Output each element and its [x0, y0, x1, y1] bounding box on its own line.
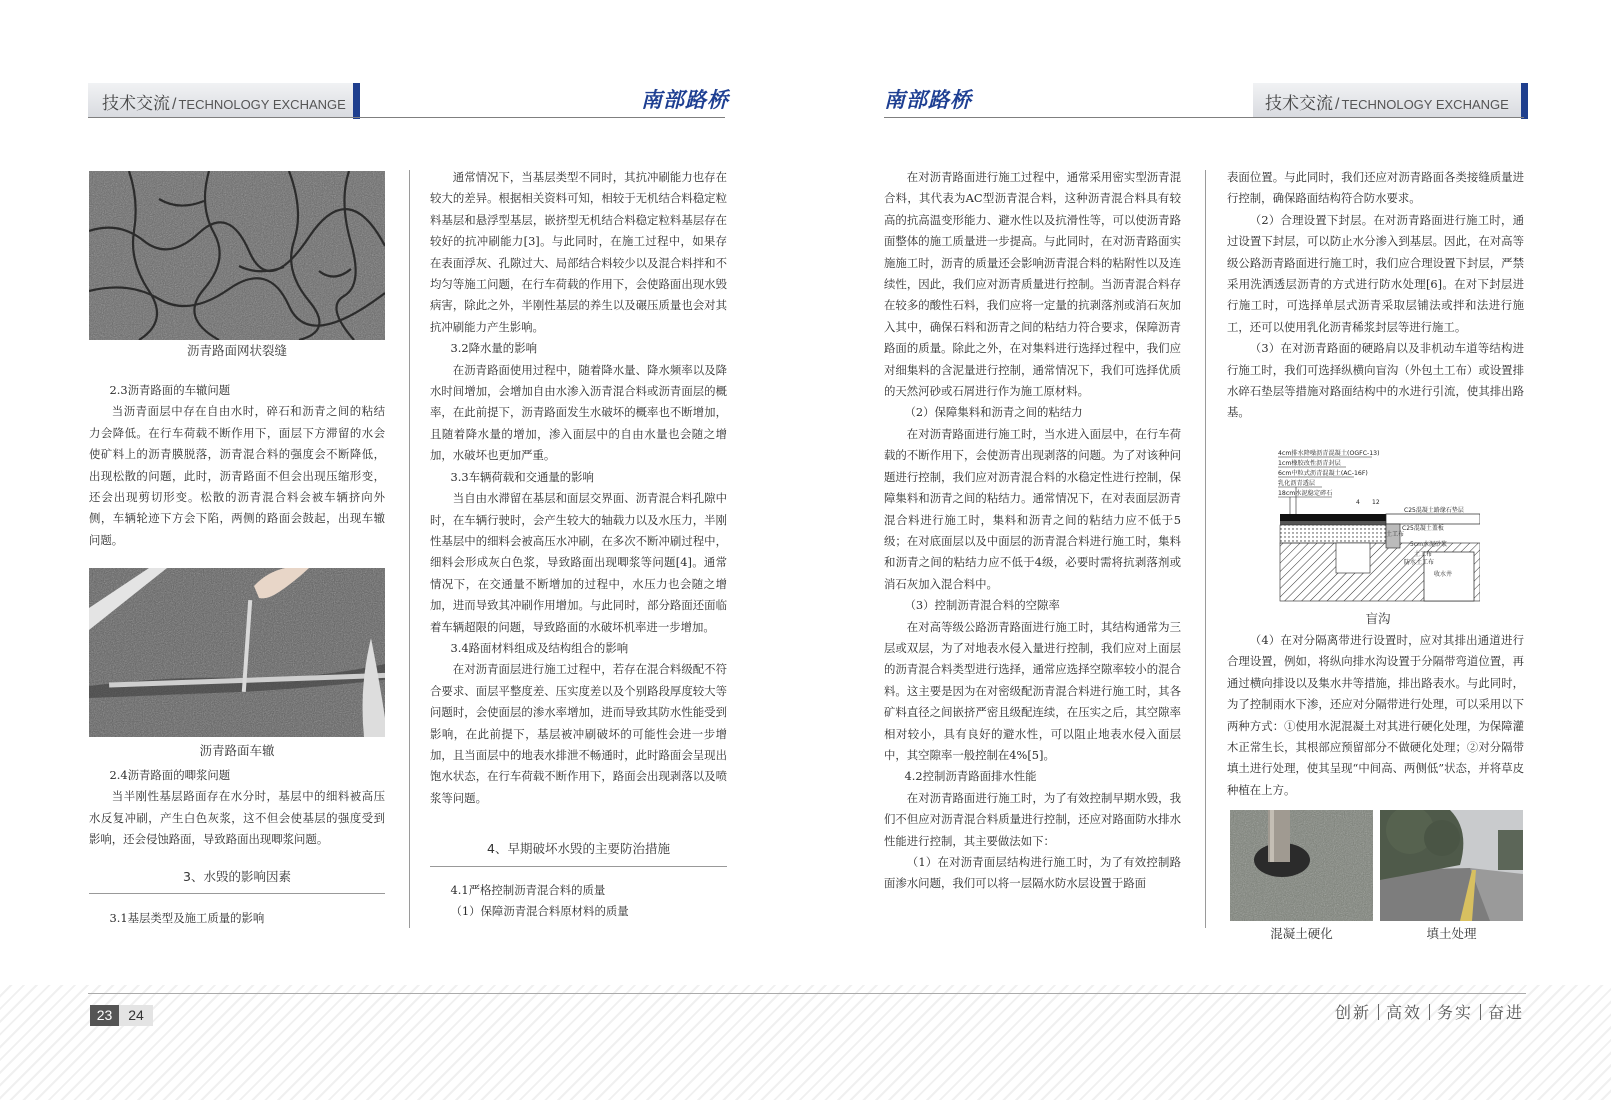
subheading-4-1-1: （1）保障沥青混合料原材料的质量 [450, 904, 629, 919]
footer-rule [88, 993, 1526, 994]
paragraph-rutting: 当沥青面层中存在自由水时，碎石和沥青之间的粘结力会降低。在行车荷载不断作用下，面层下方滞留的水会使矿料上的沥青膜脱落，沥青混合料的强度会不断降低，出现松散的问题，此时，沥青路面不但会出现压缩形变，还会出现剪切形变。松散的沥青混合料会被车辆挤向外侧，车辆轮迹下方会下陷，两侧的路面会鼓起，出现车辙问题。 [89, 404, 385, 547]
page-number-left: 23 [90, 1005, 119, 1026]
subheading-3-2: 3.2降水量的影响 [450, 341, 537, 356]
section-title-en: TECHNOLOGY EXCHANGE [1341, 97, 1509, 112]
section-title-separator: / [1335, 96, 1340, 113]
text-block-4-1 [430, 880, 727, 923]
diagram-label: 防水土工布 [1404, 559, 1435, 566]
paragraph-adhesion: 在对沥青路面进行施工时，当水进入面层中，在行车荷载的不断作用下，会使沥青出现剥落的问题。为了对该种问题进行控制，我们应对沥青混合料的水稳定性进行控制，保障集料和沥青之间的粘结力。通常情况下，在对表面层沥青混合料进行施工时，集料和沥青之间的粘结力应不低于5级；在对底面层以及中面层的沥青混合料进行施工时，集料和沥青之间的粘结力应不低于4级，必要时需将抗剥落剂或消石灰加入混合料中。 [884, 426, 1181, 591]
diagram-label: 土工布 [1414, 551, 1433, 558]
slogan-word: 务实 [1437, 1003, 1474, 1022]
paragraph-3-3: 当自由水滞留在基层和面层交界面、沥青混合料孔隙中时，在车辆行驶时，会产生较大的轴载力以及水压力，半刚性基层中的细料会被高压水冲刷，在多次不断冲刷过程中，细料会形成灰白色浆，导致路面出现唧浆等问题[4]。通常情况下，在交通量不断增加的过程中，水压力也会随之增加，进而导致其冲刷作用增加。与此同时，部分路面还面临着车辆超限的问题，导致路面的水破坏机率进一步增加。 [430, 491, 727, 634]
diagram-blind-drain [1276, 448, 1480, 606]
paragraph-void-ratio: 在对高等级公路沥青路面进行施工时，其结构通常为三层或双层，为了对地表水侵入量进行控制，我们应对上面层的沥青混合料类型进行选择，通常应选择空隙率较小的混合料。这主要是因为在对密级配沥青混合料进行施工时，其各矿料直径之间嵌挤严密且级配连续，在压实之后，其空隙率相对较小，具有良好的避水性，可以阻止地表水侵入面层中，其空隙率一般控制在4%[5]。 [884, 619, 1181, 762]
paragraph-seal-layer: （2）合理设置下封层。在对沥青路面进行施工时，通过设置下封层，可以防止水分渗入到基层。因此，在对高等级公路沥青路面进行施工时，我们应合理设置下封层，严禁采用洗洒透层沥青的方式进行防水处理[6]。在对下封层进行施工时，可选择单层式沥青采取层铺法或拌和法进行施工，还可以使用乳化沥青稀浆封层等进行施工。 [1227, 212, 1524, 334]
text-block-column-4 [1227, 167, 1524, 424]
text-block-column-3 [884, 167, 1181, 895]
diagram-number: 4 [1356, 499, 1360, 506]
subheading-3-4: 3.4路面材料组成及结构组合的影响 [450, 640, 629, 655]
section-title-separator: / [172, 96, 177, 113]
section-title-cn: 技术交流 [102, 94, 170, 114]
diagram-label: 土工布 [1386, 531, 1405, 538]
subheading-rutting: 2.3沥青路面的车辙问题 [109, 383, 231, 397]
photo-rut-measurement [89, 568, 385, 737]
paragraph-blind-drain: （3）在对沥青路面的硬路肩以及非机动车道等结构进行施工时，我们可选择纵横向盲沟（外包土工布）或设置排水碎石垫层等措施对路面结构中的水进行引流，使其排出路基。 [1227, 341, 1524, 420]
slogan-separator [1429, 1004, 1430, 1020]
caption-photo-soil: 填土处理 [1426, 926, 1477, 941]
slogan-separator [1378, 1004, 1379, 1020]
paragraph-pumping: 当半刚性基层路面存在水分时，基层中的细料被高压水反复冲刷，产生白色灰浆，这不但会使基层的强度受到影响，还会侵蚀路面，导致路面出现唧浆问题。 [89, 789, 385, 847]
paragraph-continued: 表面位置。与此同时，我们还应对沥青路面各类接缝质量进行控制，确保路面结构符合防水要求。 [1227, 170, 1524, 206]
photo-concrete-hardening [1230, 810, 1373, 921]
diagram-label: C25混凝土路缘石垫层 [1404, 507, 1464, 514]
subheading-void-ratio: （3）控制沥青混合料的空隙率 [904, 598, 1060, 613]
diagram-number: 12 [1372, 499, 1380, 506]
subheading-3-3: 3.3车辆荷载和交通量的影响 [450, 469, 594, 484]
section-heading-3: 3、水毁的影响因素 [183, 869, 291, 884]
caption-photo-cracks: 沥青路面网状裂缝 [186, 343, 287, 358]
diagram-label: C25混凝土盖板 [1402, 525, 1444, 532]
diagram-label: 4cm排水降噪沥青混凝土(OGFC-13) [1278, 450, 1380, 457]
column-divider [409, 170, 410, 928]
magazine-logo-right: 南部路桥 [884, 87, 972, 112]
subheading-4-2: 4.2控制沥青路面排水性能 [904, 769, 1037, 784]
diagram-label: 18cm水泥稳定碎石 [1278, 490, 1333, 497]
column-divider [1205, 170, 1206, 928]
diagram-label: 1cm橡胶改性沥青封层 [1278, 460, 1341, 467]
slogan-separator [1480, 1004, 1481, 1020]
diagram-label: 收水井 [1434, 571, 1453, 578]
paragraph-3-2: 在沥青路面使用过程中，随着降水量、降水频率以及降水时间增加，会增加自由水渗入沥青混合料或沥青面层的概率，在此前提下，沥青路面发生水破坏的概率也不断增加，且随着降水量的增加，渗入面层中的自由水量也会随之增加，水破坏也更加严重。 [430, 362, 727, 463]
header-rule-right [884, 117, 1524, 118]
diagram-label: 乳化沥青透层 [1278, 480, 1316, 487]
section-tab-left [88, 83, 360, 117]
slogan-word: 创新 [1335, 1003, 1372, 1022]
section-tab-right [1253, 83, 1524, 117]
footer-slogan [1335, 1000, 1524, 1023]
section-heading-4-rule [430, 866, 727, 867]
diagram-label: 5cm水泥砂浆 [1410, 541, 1447, 548]
paragraph-3-1: 通常情况下，当基层类型不同时，其抗冲刷能力也存在较大的差异。根据相关资料可知，相较于无机结合料稳定粒料基层和悬浮型基层，嵌挤型无机结合料稳定粒料基层存在较好的抗冲刷能力[3]。与此同时，在施工过程中，如果存在表面浮灰、孔隙过大、局部结合料较少以及混合料拌和不均匀等施工问题，在行车荷载的作用下，会使路面出现水毁病害，除此之外，半刚性基层的养生以及碾压质量也会对其抗冲刷能力产生影响。 [430, 170, 727, 334]
header-rule-left [88, 117, 725, 118]
paragraph-asphalt-quality: 在对沥青路面进行施工过程中，通常采用密实型沥青混合料，其代表为AC型沥青混合料，这种沥青混合料具有较高的抗高温变形能力、避水性以及抗滑性等，可以使沥青路面整体的施工质量进一步提高。与此同时，在对沥青路面实施施工时，沥青的质量还会影响沥青混合料的粘附性以及连续性，因此，我们应对沥青质量进行控制。当沥青混合料存在较多的酸性石料，我们应将一定量的抗剥落剂或消石灰加入其中，确保石料和沥青之间的粘结力符合要求，保障沥青路面的质量。除此之外，在对集料进行选择过程中，我们应对细集料的含泥量进行控制，通常情况下，我们可选择优质的天然河砂或石屑进行作为施工原材料。 [884, 170, 1181, 399]
text-block-median [1227, 630, 1524, 801]
slogan-word: 高效 [1386, 1003, 1423, 1022]
caption-photo-concrete: 混凝土硬化 [1270, 926, 1333, 941]
section-heading-4: 4、早期破坏水毁的主要防治措施 [487, 841, 670, 856]
slogan-word: 奋进 [1488, 1003, 1525, 1022]
subheading-adhesion: （2）保障集料和沥青之间的粘结力 [904, 405, 1083, 420]
subheading-pumping: 2.4沥青路面的唧浆问题 [109, 768, 231, 782]
section-title-cn: 技术交流 [1265, 94, 1333, 114]
text-block-pumping [89, 765, 385, 851]
caption-diagram-blind-drain: 盲沟 [1365, 611, 1391, 626]
tab-accent-bar [353, 83, 360, 119]
paragraph-4-2-1: （1）在对沥青面层结构进行施工时，为了有效控制路面渗水问题，我们可以将一层隔水防水层设置于路面 [884, 855, 1181, 891]
subheading-3-1: 3.1基层类型及施工质量的影响 [109, 911, 265, 925]
paragraph-3-4: 在对沥青面层进行施工过程中，若存在混合料级配不符合要求、面层平整度差、压实度差以及个别路段厚度较大等问题时，会使面层的渗水率增加，进而导致其防水性能受到影响，在此前提下，基层被冲刷破坏的可能性会进一步增加，且当面层中的地表水排泄不畅通时，此时路面会呈现出饱水状态，在行车荷载不断作用下，路面会出现剥落以及喷浆等问题。 [430, 662, 727, 805]
photo-soil-filling [1380, 810, 1523, 921]
magazine-logo-left: 南部路桥 [641, 87, 729, 112]
tab-accent-bar [1521, 83, 1528, 119]
section-title-en: TECHNOLOGY EXCHANGE [178, 97, 346, 112]
photo-asphalt-cracks [89, 171, 385, 340]
subheading-4-1: 4.1严格控制沥青混合料的质量 [450, 883, 606, 897]
text-block-rutting [89, 380, 385, 551]
section-heading-3-rule [89, 893, 385, 894]
paragraph-4-2: 在对沥青路面进行施工时，为了有效控制早期水毁，我们不但应对沥青混合料质量进行控制，还应对路面防水排水性能进行控制，其主要做法如下： [884, 790, 1181, 848]
paragraph-median: （4）在对分隔离带进行设置时，应对其排出通道进行合理设置，例如，将纵向排水沟设置于分隔带弯道位置，再通过横向排设以及集水井等措施，排出路表水。与此同时，为了控制雨水下渗，还应对分隔带进行处理，可以采用以下两种方式：①使用水泥混凝土对其进行硬化处理，为保障灌木正常生长，其根部应预留部分不做硬化处理；②对分隔带填土进行处理，使其呈现“中间高、两侧低”状态，并将草皮种植在上方。 [1227, 633, 1524, 797]
text-block-3-1 [89, 908, 385, 929]
caption-photo-rutting: 沥青路面车辙 [199, 743, 275, 758]
text-block-column-2 [430, 167, 727, 809]
page-number-right: 24 [119, 1005, 153, 1026]
diagram-label: 6cm中粒式沥青混凝土(AC-16F) [1278, 470, 1368, 477]
